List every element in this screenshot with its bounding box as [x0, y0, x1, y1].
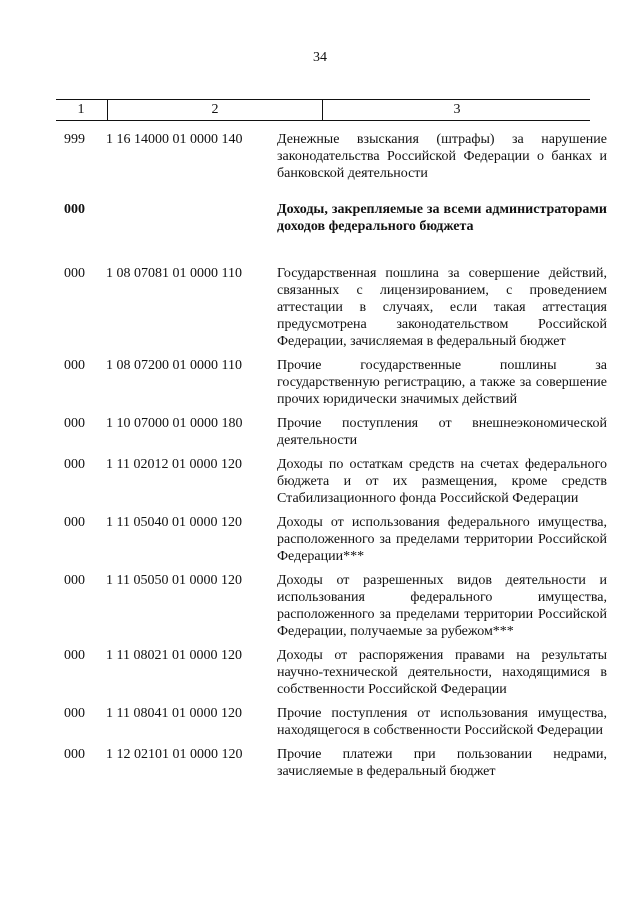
budget-code: 1 11 02012 01 0000 120 [106, 457, 242, 472]
budget-code: 1 16 14000 01 0000 140 [106, 132, 243, 147]
table-row-section [0, 201, 640, 235]
budget-code: 1 12 02101 01 0000 120 [106, 747, 243, 762]
row-description: Прочие государственные пошлины за государственную регистрацию, а также за совершение прочих юридически значимых действий [277, 358, 607, 407]
table-row [0, 265, 640, 350]
admin-code: 000 [64, 457, 85, 472]
row-description: Государственная пошлина за совершение действий, связанных с лицензированием, с проведением аттестации в случаях, если такая аттестация предусмотрена законодательством Российской Федерации, зачисляемая в федеральный бюджет [277, 266, 607, 349]
header-col-2: 2 [107, 100, 322, 120]
row-description: Доходы по остаткам средств на счетах федерального бюджета и от их размещения, кроме средств Стабилизационного фонда Российской Федерации [277, 457, 607, 506]
budget-code: 1 08 07081 01 0000 110 [106, 266, 242, 281]
row-description: Доходы от разрешенных видов деятельности и использования федерального имущества, расположенного за пределами территории Российской Федерации, получаемые за рубежом*** [277, 573, 607, 639]
row-description: Прочие поступления от внешнеэкономической деятельности [277, 416, 607, 448]
row-description: Доходы, закрепляемые за всеми администраторами доходов федерального бюджета [277, 202, 607, 234]
table-row [0, 746, 640, 780]
budget-code: 1 11 05040 01 0000 120 [106, 515, 242, 530]
admin-code: 000 [64, 202, 85, 217]
row-description: Денежные взыскания (штрафы) за нарушение законодательства Российской Федерации о банках и банковской деятельности [277, 132, 607, 181]
row-description: Прочие поступления от использования имущества, находящегося в собственности Российской Федерации [277, 706, 607, 738]
page-number: 34 [313, 50, 327, 65]
admin-code: 000 [64, 266, 85, 281]
table-row [0, 456, 640, 507]
table-row [0, 705, 640, 739]
budget-code: 1 10 07000 01 0000 180 [106, 416, 243, 431]
admin-code: 000 [64, 648, 85, 663]
table-row [0, 514, 640, 565]
table-row [0, 131, 640, 182]
admin-code: 000 [64, 573, 85, 588]
budget-code: 1 11 05050 01 0000 120 [106, 573, 242, 588]
row-description: Прочие платежи при пользовании недрами, зачисляемые в федеральный бюджет [277, 747, 607, 779]
table-header [56, 99, 590, 121]
table-row [0, 415, 640, 449]
budget-code: 1 08 07200 01 0000 110 [106, 358, 242, 373]
table-row [0, 357, 640, 408]
table-row [0, 647, 640, 698]
admin-code: 999 [64, 132, 85, 147]
header-col-1: 1 [77, 102, 85, 117]
header-col-3: 3 [322, 100, 591, 120]
admin-code: 000 [64, 515, 85, 530]
table-body [0, 131, 640, 780]
budget-code: 1 11 08041 01 0000 120 [106, 706, 242, 721]
admin-code: 000 [64, 706, 85, 721]
row-description: Доходы от использования федерального имущества, расположенного за пределами территории Российской Федерации*** [277, 515, 607, 564]
admin-code: 000 [64, 747, 85, 762]
admin-code: 000 [64, 358, 85, 373]
admin-code: 000 [64, 416, 85, 431]
budget-code: 1 11 08021 01 0000 120 [106, 648, 242, 663]
table-row [0, 572, 640, 640]
row-description: Доходы от распоряжения правами на результаты научно-технической деятельности, находящимися в собственности Российской Федерации [277, 648, 607, 697]
